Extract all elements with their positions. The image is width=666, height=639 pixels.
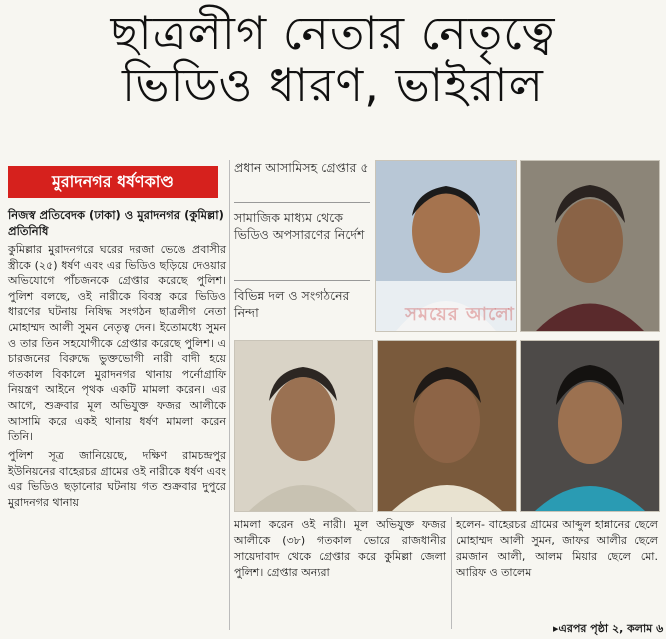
subhead-1: প্রধান আসামিসহ গ্রেপ্তার ৫	[234, 160, 369, 175]
continuation-note: ▸এরপর পৃষ্ঠা ২, কলাম ৬	[553, 622, 664, 635]
body-column-2: মামলা করেন ওই নারী। মূল অভিযুক্ত ফজর আলীকে (৩৮) গতকাল ভোরে রাজধানীর সায়েদাবাদ থেকে গ্রেপ্তার করে কুমিল্লা জেলা পুলিশ। গ্রেপ্তার অন্যরা	[234, 518, 446, 579]
body-column-3: হলেন- বাহেরচর গ্রামের আব্দুল হান্নানের ছেলে মোহাম্মদ আলী সুমন, জাফর আলীর ছেলে রমজান আলী, আলম মিয়ার ছেলে মো. আরিফ ও তালেম	[456, 518, 658, 579]
body-column-1	[8, 242, 226, 513]
headline-line-1: ছাত্রলীগ নেতার নেতৃত্বে	[110, 6, 556, 60]
subhead-divider	[234, 202, 370, 203]
subhead-2: সামাজিক মাধ্যম থেকে ভিডিও অপসারণের নির্দেশ	[234, 210, 365, 242]
accused-photo-5	[520, 340, 660, 512]
accused-photo-2	[520, 160, 660, 332]
subhead-divider	[234, 280, 370, 281]
byline: নিজস্ব প্রতিবেদক (ঢাকা) ও মুরাদনগর (কুমিল্লা) প্রতিনিধি	[8, 208, 224, 238]
accused-photo-3	[234, 340, 373, 512]
subhead-3: বিভিন্ন দল ও সংগঠনের নিন্দা	[234, 288, 350, 320]
section-kicker: মুরাদনগর ধর্ষণকাণ্ড	[8, 166, 218, 198]
paragraph: কুমিল্লার মুরাদনগরে ঘরের দরজা ভেঙে প্রবাসীর স্ত্রীকে (২৫) ধর্ষণ এবং এর ভিডিও ছড়িয়ে দেওয়ার অভিযোগে পাঁচজনকে গ্রেপ্তার করেছে পুলিশ। পুলিশ বলছে, ওই নারীকে বিবস্ত্র করে ভিডিও ধারণের ঘটনায় নিষিদ্ধ সংগঠন ছাত্রলীগ নেতা মোহাম্মদ আলী সুমন নেতৃত্ব দেন। ইতোমধ্যে সুমন ও তার তিন সহযোগীকে গ্রেপ্তার করেছে পুলিশ। এ চারজনের বিরুদ্ধে ভুক্তভোগী নারী বাদী হয়ে গতকাল বিকালে মুরাদনগর থানায় পর্নোগ্রাফি নিয়ন্ত্রণ আইনে পৃথক একটি মামলা করেন। এর আগে, শুক্রবার মূল অভিযুক্ত ফজর আলীকে আসামি করে একই থানায় ধর্ষণ মামলা করেন তিনি।	[8, 243, 226, 444]
headline	[0, 8, 666, 111]
accused-photo-4	[377, 340, 517, 512]
watermark: সময়ের আলো	[405, 304, 515, 325]
column-divider	[229, 160, 230, 630]
column-divider	[451, 517, 452, 629]
headline-line-2: ভিডিও ধারণ, ভাইরাল	[122, 57, 544, 112]
paragraph: পুলিশ সূত্র জানিয়েছে, দক্ষিণ রামচন্দ্রপুর ইউনিয়নের বাহেরচর গ্রামের ওই নারীকে ধর্ষণ এবং এর ভিডিও ছড়ানোর ঘটনায় গত শুক্রবার দুপুরে মুরাদনগর থানায়	[8, 448, 226, 509]
